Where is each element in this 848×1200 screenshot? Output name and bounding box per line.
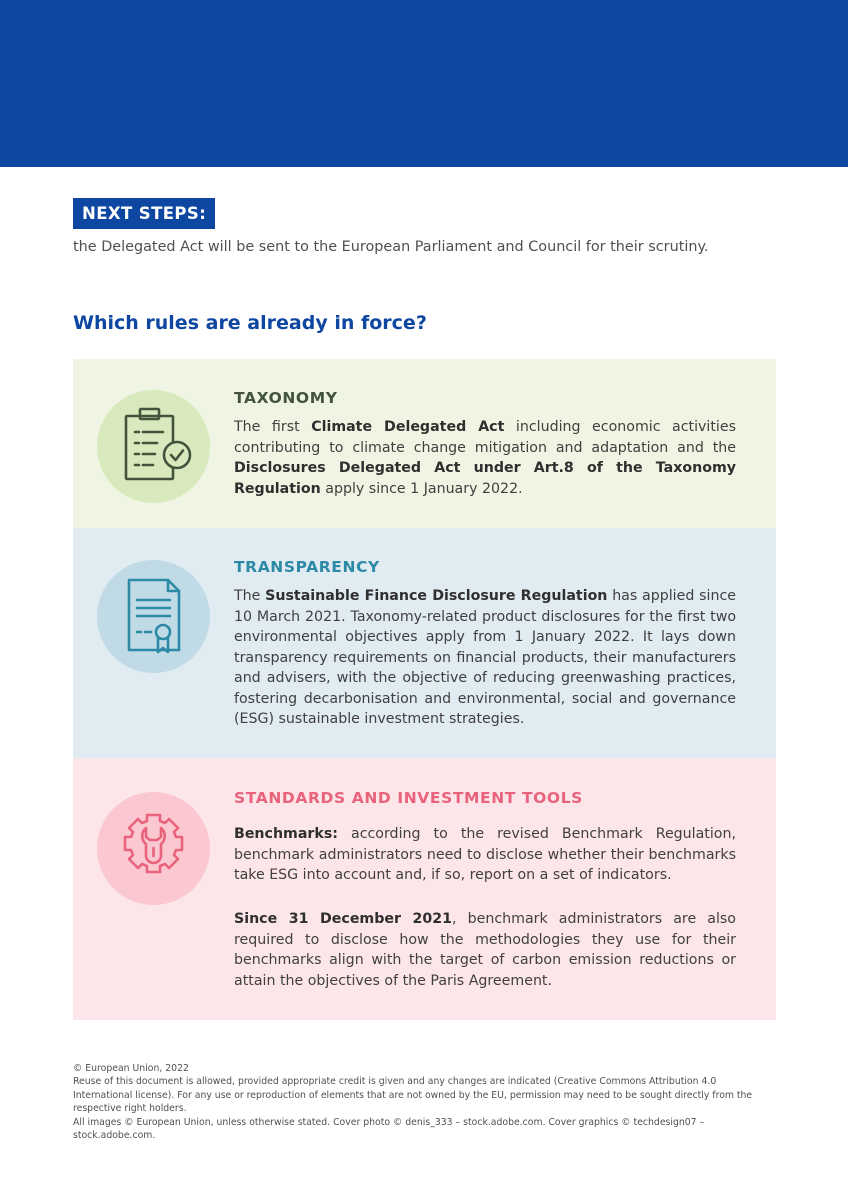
section-heading: Which rules are already in force? — [73, 312, 427, 334]
panel-standards — [73, 758, 776, 1020]
panel-transparency — [73, 528, 776, 758]
transparency-title: TRANSPARENCY — [234, 558, 380, 576]
wrench-gear-icon — [97, 792, 210, 905]
certificate-document-icon — [97, 560, 210, 673]
panel-taxonomy — [73, 359, 776, 528]
taxonomy-body: The first Climate Delegated Act including economic activities contributing to climate change mitigation and adaptation and the Disclosures Delegated Act under Art.8 of the Taxonomy Regulation apply since 1 January 2022. — [234, 419, 736, 497]
next-steps-text: the Delegated Act will be sent to the European Parliament and Council for their scrutiny. — [73, 239, 709, 255]
header-band — [0, 0, 848, 167]
methodologies-paragraph: Since 31 December 2021, benchmark administrators are also required to disclose how the methodologies they use for their benchmarks align with the target of carbon emission reductions or attain the objectives of the Paris Agreement. — [234, 911, 736, 989]
footer-reuse: Reuse of this document is allowed, provided appropriate credit is given and any changes are indicated (Creative Commons Attribution 4.0 International license). For any use or reproduction of elements that are not owned by the EU, permission may need to be sought directly from the respective right holders. — [73, 1076, 753, 1115]
taxonomy-title: TAXONOMY — [234, 389, 338, 407]
next-steps-label: NEXT STEPS: — [73, 198, 215, 229]
standards-title: STANDARDS AND INVESTMENT TOOLS — [234, 789, 583, 807]
transparency-body: The Sustainable Finance Disclosure Regulation has applied since 10 March 2021. Taxonomy-related product disclosures for the first two environmental objectives apply from 1 January 2022. It lays down transparency requirements on financial products, their manufacturers and advisers, with the objective of reducing greenwashing practices, fostering decarbonisation and environmental, social and governance (ESG) sustainable investment strategies. — [234, 588, 736, 727]
footer-legal — [73, 1062, 776, 1142]
footer-images-credit: All images © European Union, unless otherwise stated. Cover photo © denis_333 – stock.adobe.com. Cover graphics © techdesign07 – stock.adobe.com. — [73, 1116, 705, 1142]
footer-copyright: © European Union, 2022 — [73, 1063, 189, 1074]
benchmarks-paragraph: Benchmarks: according to the revised Benchmark Regulation, benchmark administrators need to disclose whether their benchmarks take ESG into account and, if so, report on a set of indicators. — [234, 826, 736, 883]
checklist-clipboard-icon — [97, 390, 210, 503]
